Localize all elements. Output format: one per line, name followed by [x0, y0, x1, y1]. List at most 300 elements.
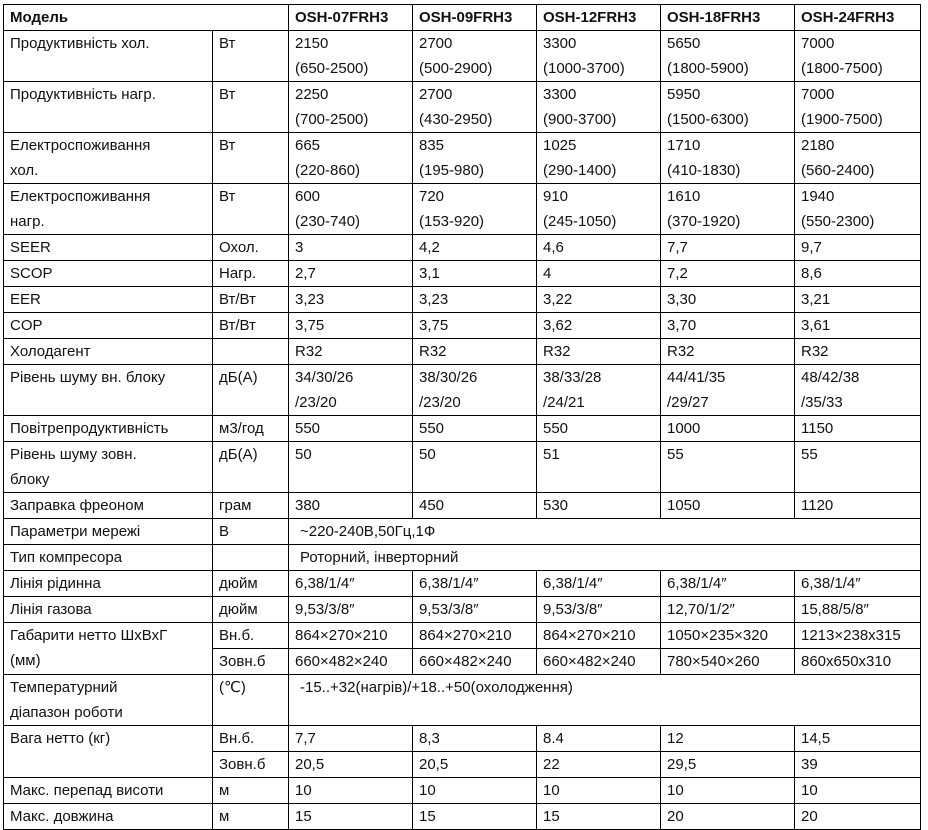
value-line: 835 — [419, 137, 445, 154]
value-line: R32 — [295, 343, 323, 360]
value-cell — [661, 778, 795, 804]
spec-row-eer — [4, 287, 921, 313]
spec-row-seer — [4, 235, 921, 261]
value-line: 1120 — [801, 497, 834, 514]
param-cell — [4, 493, 213, 519]
spec-row-charge — [4, 493, 921, 519]
param-cell — [4, 235, 213, 261]
value-line: 20 — [801, 808, 818, 825]
value-line: 4,2 — [419, 239, 440, 256]
unit-cell — [213, 31, 289, 82]
value-line: 9,7 — [801, 239, 822, 256]
value-line: -15..+32(нагрів)/+18..+50(охолодження) — [300, 679, 573, 696]
value-line: 12 — [667, 730, 684, 747]
value-cell — [537, 804, 661, 830]
value-cell — [795, 313, 921, 339]
value-cell — [537, 339, 661, 365]
value-line: (153-920) — [419, 213, 485, 230]
param-cell — [4, 597, 213, 623]
value-line: /23/20 — [295, 394, 337, 411]
value-line: (550-2300) — [801, 213, 875, 230]
value-line: R32 — [801, 343, 829, 360]
param-cell — [4, 416, 213, 442]
value-cell — [795, 752, 921, 778]
value-line: 15 — [295, 808, 312, 825]
value-line: 3,75 — [419, 317, 449, 334]
param-label: Вага нетто (кг) — [10, 730, 111, 747]
value-cell — [795, 31, 921, 82]
spec-row-refrigerant — [4, 339, 921, 365]
value-cell — [289, 365, 413, 416]
param-cell — [4, 365, 213, 416]
value-line: 860x650x310 — [801, 653, 892, 670]
unit-cell — [213, 571, 289, 597]
value-cell — [289, 752, 413, 778]
value-cell — [413, 235, 537, 261]
value-cell — [795, 597, 921, 623]
value-cell — [413, 261, 537, 287]
value-cell — [537, 287, 661, 313]
value-line: 50 — [295, 446, 312, 463]
value-line: 550 — [419, 420, 445, 437]
unit-cell — [213, 365, 289, 416]
value-cell — [413, 339, 537, 365]
value-line: 864×270×210 — [295, 627, 388, 644]
param-label: хол. — [10, 162, 39, 179]
model-name: OSH-07FRH3 — [289, 5, 413, 31]
value-cell — [537, 442, 661, 493]
spec-row-max-length — [4, 804, 921, 830]
value-line: (370-1920) — [667, 213, 741, 230]
value-cell — [289, 442, 413, 493]
param-label: Електроспоживання — [10, 188, 151, 205]
value-line: 2700 — [419, 86, 453, 103]
unit-label: м3/год — [219, 420, 264, 437]
value-cell — [289, 726, 413, 752]
value-line: 2150 — [295, 35, 329, 52]
value-line: 8,6 — [801, 265, 822, 282]
value-line: (410-1830) — [667, 162, 741, 179]
spec-row-cop — [4, 313, 921, 339]
value-cell — [661, 365, 795, 416]
value-line: 910 — [543, 188, 569, 205]
unit-cell — [213, 313, 289, 339]
value-cell — [661, 752, 795, 778]
unit-label: (℃) — [219, 679, 246, 696]
value-line: 1940 — [801, 188, 835, 205]
merged-value-cell — [289, 519, 921, 545]
value-line: 864×270×210 — [543, 627, 636, 644]
value-cell — [413, 623, 537, 649]
value-cell — [661, 184, 795, 235]
value-line: (1800-5900) — [667, 60, 749, 77]
value-line: 15,88/5/8″ — [801, 601, 869, 618]
value-line: 530 — [543, 497, 569, 514]
value-line: 48/42/38 — [801, 369, 860, 386]
spec-row-temp-range — [4, 675, 921, 726]
value-line: 450 — [419, 497, 445, 514]
value-line: 3,23 — [419, 291, 449, 308]
spec-row-heat-power — [4, 184, 921, 235]
value-line: 7000 — [801, 86, 835, 103]
param-label: SEER — [10, 239, 51, 256]
unit-cell — [213, 545, 289, 571]
value-line: 3,23 — [295, 291, 325, 308]
unit-label: дБ(А) — [219, 369, 258, 386]
unit-cell — [213, 442, 289, 493]
unit-label: Вт/Вт — [219, 317, 256, 334]
param-cell — [4, 339, 213, 365]
value-cell — [537, 778, 661, 804]
value-line: 3,75 — [295, 317, 325, 334]
value-cell — [661, 804, 795, 830]
unit-cell — [213, 133, 289, 184]
value-line: 6,38/1/4″ — [419, 575, 479, 592]
spec-row-gas-line — [4, 597, 921, 623]
value-line: /23/20 — [419, 394, 461, 411]
value-cell — [795, 82, 921, 133]
value-cell — [289, 649, 413, 675]
value-line: 15 — [543, 808, 560, 825]
value-cell — [661, 31, 795, 82]
value-line: 29,5 — [667, 756, 697, 773]
unit-label: Вт — [219, 35, 236, 52]
value-cell — [289, 31, 413, 82]
value-cell — [289, 133, 413, 184]
model-name: OSH-12FRH3 — [537, 5, 661, 31]
value-cell — [795, 442, 921, 493]
spec-row-outdoor-noise — [4, 442, 921, 493]
value-cell — [413, 752, 537, 778]
value-cell — [795, 416, 921, 442]
unit-label: Вт — [219, 188, 236, 205]
value-line: 38/33/28 — [543, 369, 602, 386]
value-cell — [289, 597, 413, 623]
value-line: (195-980) — [419, 162, 485, 179]
unit-cell — [213, 675, 289, 726]
value-line: (245-1050) — [543, 213, 617, 230]
value-line: 1213×238x315 — [801, 627, 901, 644]
value-line: 9,53/3/8″ — [543, 601, 603, 618]
value-cell — [537, 571, 661, 597]
value-line: 14,5 — [801, 730, 831, 747]
param-label: Лінія газова — [10, 601, 92, 618]
value-cell — [413, 726, 537, 752]
value-line: 8.4 — [543, 730, 564, 747]
value-line: 3,61 — [801, 317, 831, 334]
param-label: Рівень шуму вн. блоку — [10, 369, 166, 386]
value-line: 550 — [295, 420, 321, 437]
value-line: 3,21 — [801, 291, 831, 308]
value-line: R32 — [543, 343, 571, 360]
value-line: (1000-3700) — [543, 60, 625, 77]
value-line: 9,53/3/8″ — [295, 601, 355, 618]
param-label: діапазон роботи — [10, 704, 123, 721]
param-cell — [4, 31, 213, 82]
value-line: 5950 — [667, 86, 701, 103]
param-cell — [4, 287, 213, 313]
value-cell — [537, 726, 661, 752]
unit-cell — [213, 261, 289, 287]
value-line: 55 — [801, 446, 818, 463]
param-cell — [4, 623, 213, 675]
value-line: 44/41/35 — [667, 369, 726, 386]
value-line: 3300 — [543, 35, 577, 52]
param-cell — [4, 313, 213, 339]
value-cell — [537, 623, 661, 649]
param-cell — [4, 261, 213, 287]
model-label: Модель — [4, 5, 289, 31]
value-cell — [413, 597, 537, 623]
value-line: 4 — [543, 265, 552, 282]
value-cell — [537, 365, 661, 416]
value-cell — [289, 416, 413, 442]
param-cell — [4, 726, 213, 778]
value-line: 3,30 — [667, 291, 697, 308]
value-cell — [795, 184, 921, 235]
value-cell — [795, 365, 921, 416]
value-cell — [537, 313, 661, 339]
value-line: 3,62 — [543, 317, 573, 334]
unit-label: Нагр. — [219, 265, 257, 282]
value-line: 9,53/3/8″ — [419, 601, 479, 618]
value-line: 10 — [543, 782, 560, 799]
value-cell — [661, 726, 795, 752]
unit-label: Вн.б. — [219, 730, 255, 747]
param-label: Продуктивність нагр. — [10, 86, 156, 103]
model-name: OSH-18FRH3 — [661, 5, 795, 31]
value-line: 1610 — [667, 188, 701, 205]
value-cell — [289, 493, 413, 519]
value-cell — [661, 261, 795, 287]
value-line: (1800-7500) — [801, 60, 883, 77]
value-cell — [661, 339, 795, 365]
value-cell — [289, 339, 413, 365]
unit-cell — [213, 726, 289, 752]
value-cell — [289, 623, 413, 649]
value-line: 8,3 — [419, 730, 440, 747]
value-line: 38/30/26 — [419, 369, 478, 386]
value-line: R32 — [667, 343, 695, 360]
value-line: 55 — [667, 446, 684, 463]
param-label: Габарити нетто ШхВхГ — [10, 627, 168, 644]
param-label: нагр. — [10, 213, 45, 230]
unit-label: Зовн.б — [219, 756, 266, 773]
value-line: 22 — [543, 756, 560, 773]
value-line: 1710 — [667, 137, 701, 154]
value-line: (650-2500) — [295, 60, 369, 77]
value-line: (560-2400) — [801, 162, 875, 179]
param-cell — [4, 133, 213, 184]
param-cell — [4, 519, 213, 545]
value-cell — [413, 184, 537, 235]
param-cell — [4, 184, 213, 235]
value-line: 1050×235×320 — [667, 627, 768, 644]
value-cell — [795, 623, 921, 649]
value-cell — [413, 442, 537, 493]
value-cell — [795, 804, 921, 830]
param-label: Тип компресора — [10, 549, 123, 566]
model-name: OSH-09FRH3 — [413, 5, 537, 31]
value-line: 3,22 — [543, 291, 573, 308]
value-line: 34/30/26 — [295, 369, 354, 386]
unit-cell — [213, 416, 289, 442]
spec-row-airflow — [4, 416, 921, 442]
value-line: 2700 — [419, 35, 453, 52]
value-line: 660×482×240 — [295, 653, 388, 670]
value-cell — [795, 287, 921, 313]
value-cell — [413, 313, 537, 339]
value-line: 660×482×240 — [419, 653, 512, 670]
value-cell — [661, 623, 795, 649]
value-cell — [661, 287, 795, 313]
value-cell — [537, 493, 661, 519]
value-cell — [537, 752, 661, 778]
value-line: 380 — [295, 497, 321, 514]
value-line: 1150 — [801, 420, 834, 437]
spec-row-liquid-line — [4, 571, 921, 597]
value-line: 51 — [543, 446, 560, 463]
value-line: 660×482×240 — [543, 653, 636, 670]
value-cell — [537, 133, 661, 184]
value-cell — [289, 261, 413, 287]
value-line: /35/33 — [801, 394, 843, 411]
value-cell — [795, 235, 921, 261]
value-line: 2250 — [295, 86, 329, 103]
unit-label: дБ(А) — [219, 446, 258, 463]
value-line: Роторний, інверторний — [300, 549, 459, 566]
value-line: 665 — [295, 137, 321, 154]
spec-row-height-diff — [4, 778, 921, 804]
param-label: (мм) — [10, 652, 41, 669]
unit-cell — [213, 804, 289, 830]
value-line: 6,38/1/4″ — [295, 575, 355, 592]
value-cell — [413, 82, 537, 133]
unit-cell — [213, 752, 289, 778]
param-cell — [4, 82, 213, 133]
value-cell — [413, 365, 537, 416]
value-cell — [413, 31, 537, 82]
param-label: Макс. перепад висоти — [10, 782, 164, 799]
value-cell — [289, 313, 413, 339]
value-line: R32 — [419, 343, 447, 360]
value-line: 10 — [667, 782, 684, 799]
value-line: 50 — [419, 446, 436, 463]
value-line: (500-2900) — [419, 60, 493, 77]
value-cell — [537, 261, 661, 287]
unit-cell — [213, 519, 289, 545]
param-label: Макс. довжина — [10, 808, 114, 825]
param-cell — [4, 571, 213, 597]
value-cell — [795, 339, 921, 365]
unit-label: В — [219, 523, 230, 540]
spec-row-cool-power — [4, 133, 921, 184]
unit-cell — [213, 287, 289, 313]
param-label: Параметри мережі — [10, 523, 141, 540]
value-cell — [795, 649, 921, 675]
unit-label: Вт — [219, 137, 236, 154]
unit-cell — [213, 493, 289, 519]
unit-label: Вт/Вт — [219, 291, 256, 308]
value-line: 5650 — [667, 35, 701, 52]
value-line: 20,5 — [419, 756, 449, 773]
spec-row-weight — [4, 726, 921, 752]
param-label: COP — [10, 317, 43, 334]
value-line: (220-860) — [295, 162, 361, 179]
value-line: (700-2500) — [295, 111, 369, 128]
value-line: 3 — [295, 239, 304, 256]
value-cell — [289, 778, 413, 804]
value-cell — [289, 804, 413, 830]
value-cell — [413, 133, 537, 184]
value-cell — [413, 416, 537, 442]
unit-label: дюйм — [219, 601, 258, 618]
unit-cell — [213, 184, 289, 235]
value-cell — [289, 571, 413, 597]
spec-row-compressor — [4, 545, 921, 571]
value-line: 6,38/1/4″ — [667, 575, 727, 592]
param-label: Лінія рідинна — [10, 575, 101, 592]
value-cell — [661, 313, 795, 339]
value-line: 39 — [801, 756, 818, 773]
unit-cell — [213, 597, 289, 623]
value-line: (1500-6300) — [667, 111, 749, 128]
value-cell — [289, 82, 413, 133]
value-line: 1050 — [667, 497, 701, 514]
spec-row-cool-capacity — [4, 31, 921, 82]
model-name: OSH-24FRH3 — [795, 5, 921, 31]
value-line: 1025 — [543, 137, 577, 154]
param-label: SCOP — [10, 265, 53, 282]
value-line: 6,38/1/4″ — [801, 575, 861, 592]
unit-cell — [213, 623, 289, 649]
value-line: 2,7 — [295, 265, 316, 282]
value-line: ~220-240В,50Гц,1Ф — [300, 523, 436, 540]
value-line: 20 — [667, 808, 684, 825]
value-line: 7,7 — [667, 239, 688, 256]
merged-value-cell — [289, 675, 921, 726]
unit-cell — [213, 649, 289, 675]
value-cell — [537, 416, 661, 442]
unit-cell — [213, 778, 289, 804]
spec-row-scop — [4, 261, 921, 287]
value-line: (1900-7500) — [801, 111, 883, 128]
value-cell — [413, 493, 537, 519]
value-line: 4,6 — [543, 239, 564, 256]
unit-label: м — [219, 808, 230, 825]
param-label: Холодагент — [10, 343, 91, 360]
value-line: 10 — [295, 782, 312, 799]
value-line: 7,2 — [667, 265, 688, 282]
value-line: 10 — [419, 782, 436, 799]
value-line: 3,70 — [667, 317, 697, 334]
param-label: Заправка фреоном — [10, 497, 144, 514]
value-line: 3,1 — [419, 265, 440, 282]
param-cell — [4, 778, 213, 804]
param-label: Електроспоживання — [10, 137, 151, 154]
value-line: 6,38/1/4″ — [543, 575, 603, 592]
value-cell — [537, 82, 661, 133]
value-cell — [661, 493, 795, 519]
value-cell — [795, 726, 921, 752]
value-cell — [413, 804, 537, 830]
value-cell — [661, 416, 795, 442]
value-cell — [661, 133, 795, 184]
value-line: /29/27 — [667, 394, 709, 411]
param-label: EER — [10, 291, 41, 308]
param-label: Продуктивність хол. — [10, 35, 150, 52]
value-cell — [537, 649, 661, 675]
